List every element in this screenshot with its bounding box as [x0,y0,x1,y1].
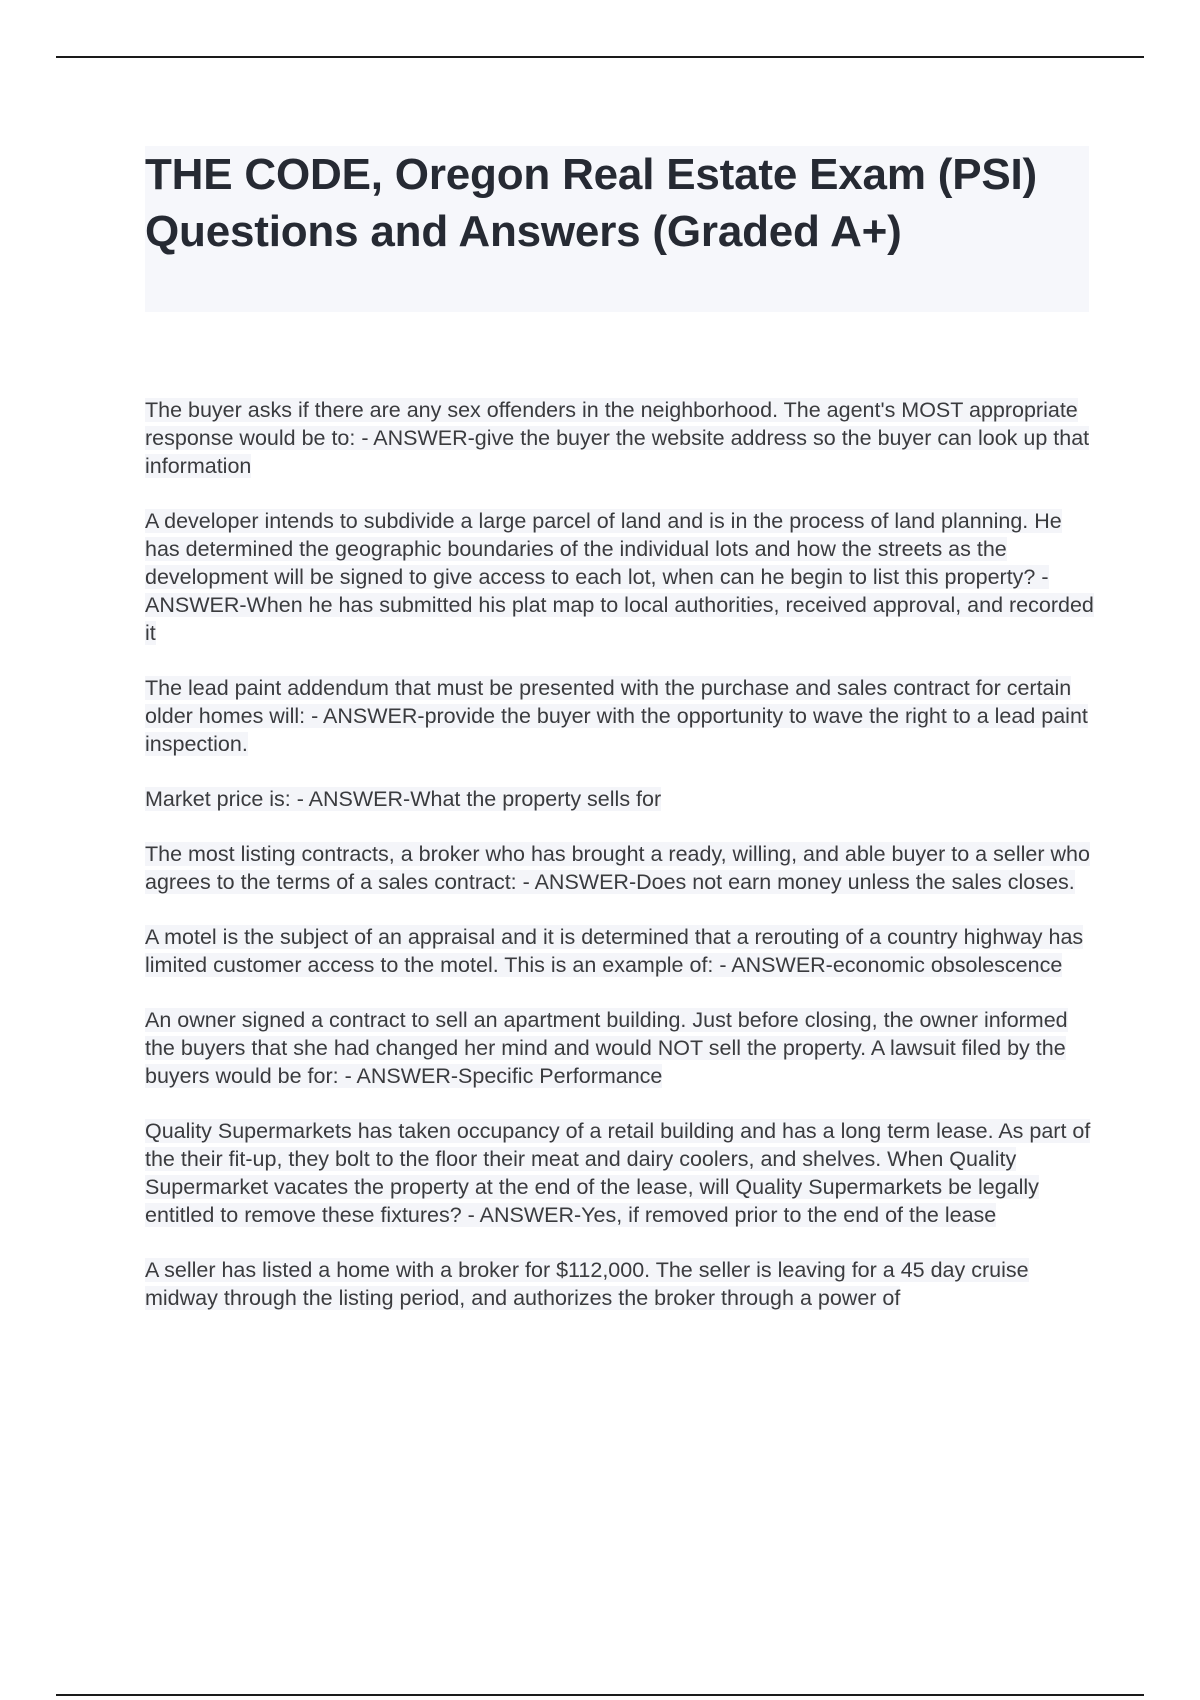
bottom-rule [56,1694,1144,1696]
qa-item [145,785,1095,813]
qa-text: Quality Supermarkets has taken occupancy of a retail building and has a long term lease. As part of the their fit-up, they bolt to the floor their meat and dairy coolers, and shelves. When Quality Supermarket vacates the property at the end of the lease, will Quality Supermarkets be legally entitled to remove these fixtures? - ANSWER-Yes, if removed prior to the end of the lease [145,1119,1091,1227]
qa-item [145,923,1095,979]
qa-text: Market price is: - ANSWER-What the property sells for [145,787,662,811]
qa-text: The buyer asks if there are any sex offenders in the neighborhood. The agent's MOST appropriate response would be to: - ANSWER-give the buyer the website address so the buyer can look up that information [145,398,1090,478]
qa-text: A seller has listed a home with a broker for $112,000. The seller is leaving for a 45 day cruise midway through the listing period, and authorizes the broker through a power of [145,1258,1029,1310]
qa-text: An owner signed a contract to sell an apartment building. Just before closing, the owner informed the buyers that she had changed her mind and would NOT sell the property. A lawsuit filed by the buyers would be for: - ANSWER-Specific Performance [145,1008,1068,1088]
qa-item [145,507,1095,647]
top-rule [56,56,1144,58]
qa-item [145,1117,1095,1229]
qa-text: A developer intends to subdivide a large parcel of land and is in the process of land planning. He has determined the geographic boundaries of the individual lots and how the streets as the development will be signed to give access to each lot, when can he begin to list this property? - ANSWER-When he has submitted his plat map to local authorities, received approval, and recorded it [145,509,1094,645]
qa-item [145,1006,1095,1090]
qa-text: A motel is the subject of an appraisal and it is determined that a rerouting of a country highway has limited customer access to the motel. This is an example of: - ANSWER-economic obsolescence [145,925,1084,977]
title-block [145,146,1089,312]
qa-item [145,674,1095,758]
qa-list [145,396,1095,1339]
qa-text: The lead paint addendum that must be presented with the purchase and sales contract for certain older homes will: - ANSWER-provide the buyer with the opportunity to wave the right to a lead paint inspection. [145,676,1088,756]
qa-item [145,840,1095,896]
qa-item [145,396,1095,480]
document-title: THE CODE, Oregon Real Estate Exam (PSI) Questions and Answers (Graded A+) [145,150,1037,256]
qa-item [145,1256,1095,1312]
qa-text: The most listing contracts, a broker who has brought a ready, willing, and able buyer to a seller who agrees to the terms of a sales contract: - ANSWER-Does not earn money unless the sales closes. [145,842,1090,894]
